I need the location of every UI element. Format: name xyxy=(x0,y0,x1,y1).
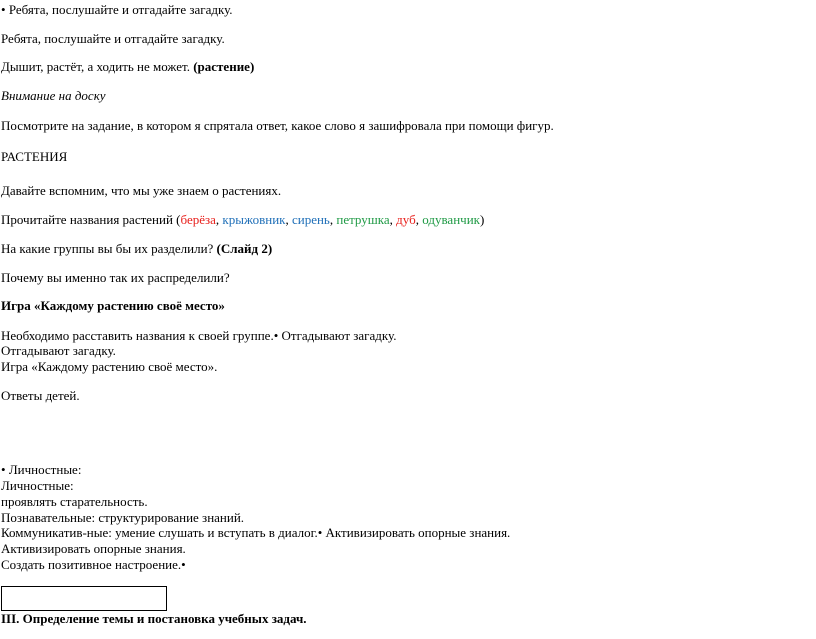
positive-mood-text: Создать позитивное настроение. xyxy=(1,557,182,572)
personal-label: Личностные: xyxy=(1,478,74,493)
game-title: Игра «Каждому растению своё место» xyxy=(1,298,225,313)
activate-knowledge: Активизировать опорные знания. xyxy=(1,541,186,556)
cognitive-text: Познавательные: структурирование знаний. xyxy=(1,510,245,525)
riddle-answer: (растение) xyxy=(193,59,255,74)
bullet-icon: • xyxy=(181,557,186,572)
plant-names-suffix: ) xyxy=(479,212,485,227)
plant-name: петрушка xyxy=(336,212,390,227)
diligence-text: проявлять старательность. xyxy=(1,494,148,509)
text-riddle-intro-2: Ребята, послушайте и отгадайте загадку. xyxy=(1,31,225,46)
plant-name: крыжовник xyxy=(222,212,286,227)
groups-question xyxy=(1,241,272,257)
personal-heading-line xyxy=(1,462,81,478)
answer-word: РАСТЕНИЯ xyxy=(1,149,68,164)
plant-names-prefix: Прочитайте названия растений ( xyxy=(1,212,181,227)
bullet-icon: • xyxy=(1,462,6,477)
groups-question-text: На какие группы вы бы их разделили? xyxy=(1,241,214,256)
arrange-text: Необходимо расставить названия к своей группе. xyxy=(1,328,274,343)
task-instruction: Посмотрите на задание, в котором я спрятала ответ, какое слово я зашифровала при помощи фигур. xyxy=(1,118,554,133)
personal-heading: Личностные: xyxy=(8,462,82,477)
bullet-icon: • xyxy=(317,525,323,540)
riddle-line xyxy=(1,59,254,75)
why-question: Почему вы именно так их распределили? xyxy=(1,270,230,285)
empty-table-cell xyxy=(1,586,167,611)
bullet-icon: • xyxy=(1,2,6,17)
plant-separator: , xyxy=(389,212,397,227)
activate-knowledge-text: Активизировать опорные знания. xyxy=(325,525,511,540)
slide-reference: (Слайд 2) xyxy=(216,241,273,256)
communicative-text: Коммуникатив-ные: умение слушать и вступать в диалог. xyxy=(1,525,318,540)
plant-name: одуванчик xyxy=(422,212,480,227)
game-title-repeat: Игра «Каждому растению своё место». xyxy=(1,359,218,374)
riddle-text: Дышит, растёт, а ходить не может. xyxy=(1,59,190,74)
plant-name: берёза xyxy=(180,212,216,227)
text-riddle-intro: Ребята, послушайте и отгадайте загадку. xyxy=(8,2,233,17)
plant-list xyxy=(181,212,480,227)
guess-text: Отгадывают загадку. xyxy=(281,328,397,343)
positive-mood-line xyxy=(1,557,186,573)
bullet-icon: • xyxy=(273,328,279,343)
plant-name: дуб xyxy=(396,212,416,227)
guess-riddle: Отгадывают загадку. xyxy=(1,343,116,358)
arrange-line xyxy=(1,328,396,344)
attention-board: Внимание на доску xyxy=(1,88,106,103)
communicative-line xyxy=(1,525,510,541)
plant-name: сирень xyxy=(291,212,330,227)
plant-separator: , xyxy=(415,212,423,227)
recall-prompt: Давайте вспомним, что мы уже знаем о растениях. xyxy=(1,183,282,198)
section-heading: III. Определение темы и постановка учебных задач. xyxy=(1,611,307,626)
plant-separator: , xyxy=(285,212,292,227)
children-answers: Ответы детей. xyxy=(1,388,80,403)
plant-separator: , xyxy=(215,212,223,227)
bullet-line-riddle xyxy=(1,2,233,18)
plant-names-line xyxy=(1,212,484,228)
plant-separator: , xyxy=(329,212,337,227)
